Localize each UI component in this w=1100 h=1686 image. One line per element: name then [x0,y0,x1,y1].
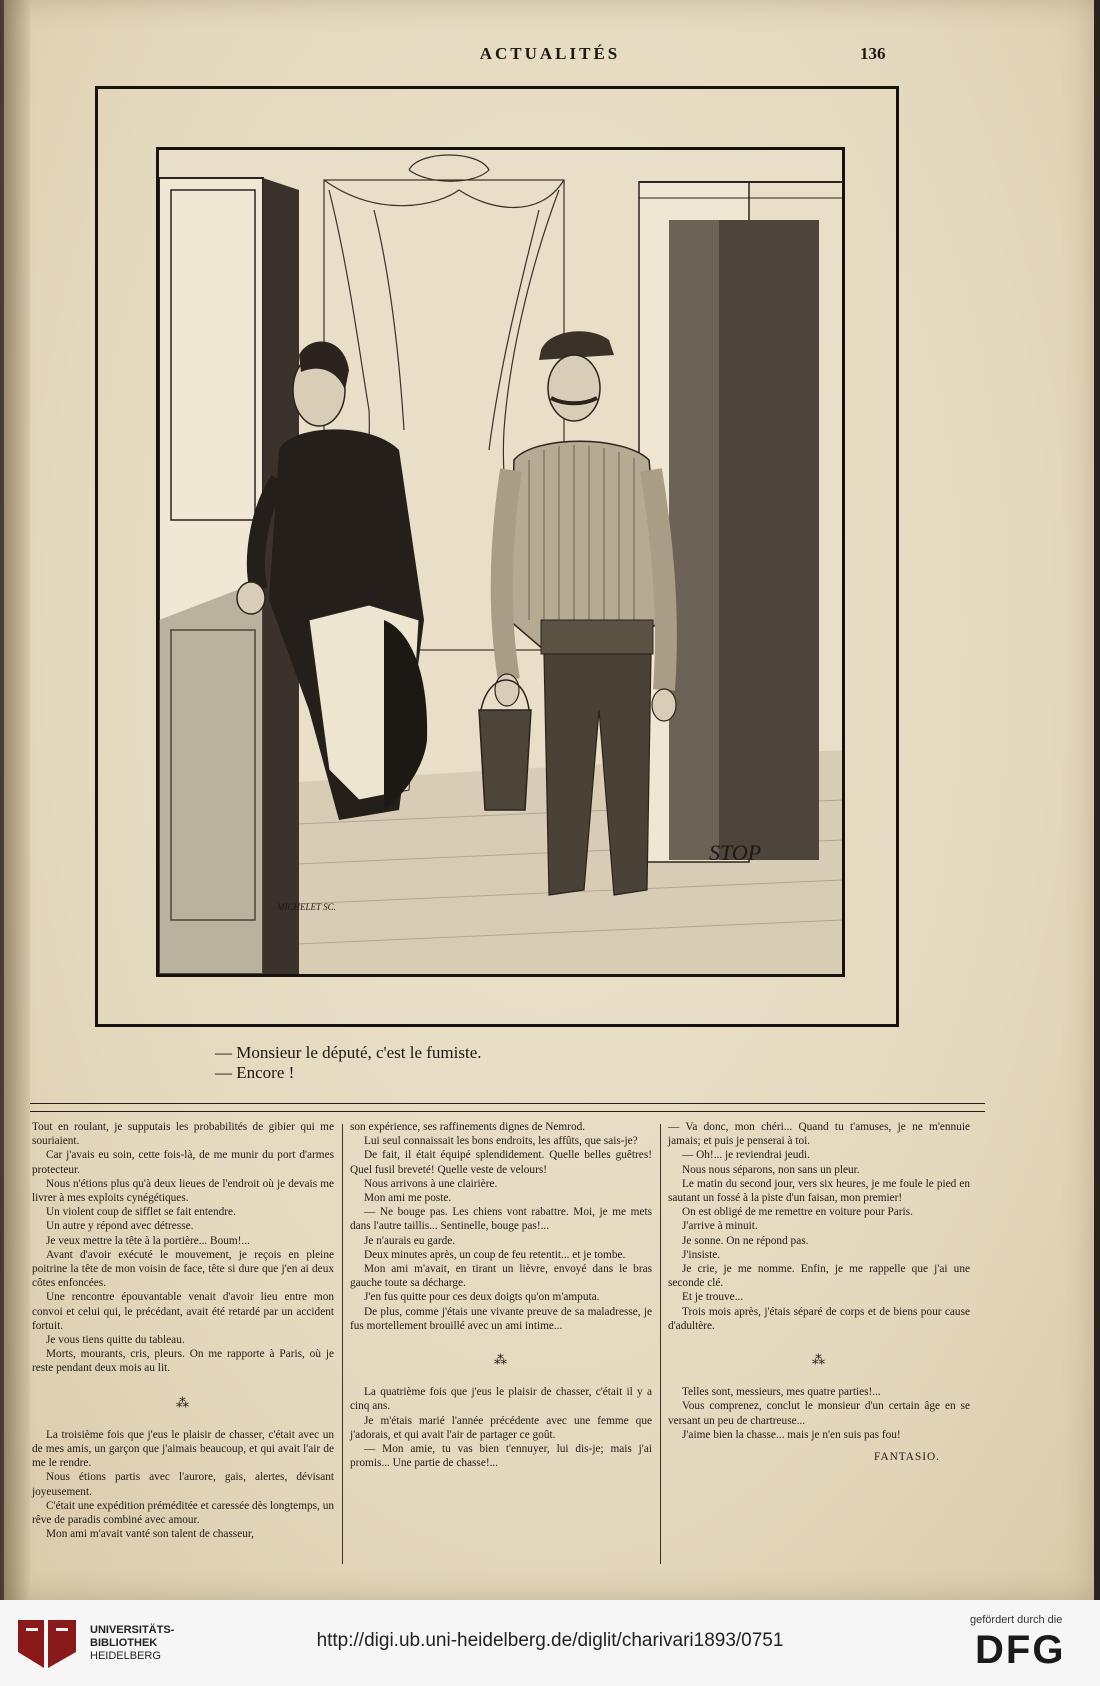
caption-line-2: — Encore ! [215,1063,295,1082]
paragraph: Et je trouve... [682,1291,744,1304]
paragraph: J'insiste. [682,1248,721,1261]
column-3 [668,1120,970,1464]
paragraph: Je veux mettre la tête à la portière... Boum!... [46,1234,250,1247]
engraver-signature: MICHELET SC. [277,902,336,912]
paragraph: Nous arrivons à une clairière. [364,1177,498,1190]
artist-signature: STOP [709,840,762,865]
paragraph: De plus, comme j'étais une vivante preuve de sa maladresse, je fus mortellement brouillé avec un ami intime... [350,1305,652,1332]
paragraph: — Va donc, mon chéri... Quand tu t'amuses, je ne m'ennuie jamais; et puis je penserai à toi. [668,1121,970,1148]
paragraph: La troisième fois que j'eus le plaisir de chasser, c'était avec un de mes amis, un garçon que j'aimais beaucoup, et qui avait l'air de me le rendre. [32,1428,334,1470]
paragraph: Une rencontre épouvantable venait d'avoir lieu entre mon convoi et celui qui, le précédant, avait été retardé par un accident fortuit. [32,1291,334,1332]
running-title: ACTUALITÉS [479,44,621,63]
paragraph: Tout en roulant, je supputais les probabilités de gibier qui me souriaient. [32,1121,334,1148]
paragraph: J'en fus quitte pour ces deux doigts qu'on m'amputa. [364,1291,600,1304]
top-rule-2 [30,1111,985,1112]
funding-label: gefördert durch die [970,1614,1063,1626]
paragraph: Telles sont, messieurs, mes quatre parties!... [682,1386,881,1399]
paragraph: Je sonne. On ne répond pas. [682,1234,809,1247]
illustration-drawing [159,150,842,974]
paragraph: Vous comprenez, conclut le monsieur d'un certain âge en se versant un peu de chartreuse... [668,1400,970,1427]
section-break: ⁂ [494,1352,508,1368]
paragraph: — Ne bouge pas. Les chiens vont rabattre. Moi, je me mets dans l'autre taillis... Sentinelle, bouge pas!... [350,1206,652,1233]
paragraph: De fait, il était équipé splendidement. Quelle belles guêtres! Quel fusil breveté! Quelle veste de velours! [350,1149,652,1176]
paragraph: Morts, mourants, cris, pleurs. On me rapporte à Paris, où je reste pendant deux mois au lit. [32,1348,334,1375]
column-1 [32,1120,334,1541]
paragraph: Je vous tiens quitte du tableau. [46,1334,185,1347]
section-break: ⁂ [176,1394,190,1410]
permalink-url[interactable]: http://digi.ub.uni-heidelberg.de/diglit/charivari1893/0751 [316,1630,784,1651]
paragraph: Un autre y répond avec détresse. [46,1220,194,1233]
section-break: ⁂ [812,1352,826,1368]
paragraph: Je crie, je me nomme. Enfin, je me rappelle que j'ai une seconde clé. [668,1263,970,1290]
paragraph: Nous nous séparons, non sans un pleur. [682,1163,860,1176]
paragraph: Mon ami m'avait vanté son talent de chasseur, [46,1528,255,1541]
caption-line-1: — Monsieur le député, c'est le fumiste. [215,1043,482,1062]
paragraph: Car j'avais eu soin, cette fois-là, de me munir du port d'armes protecteur. [32,1149,334,1176]
paragraph: — Mon amie, tu vas bien t'ennuyer, lui dis-je; mais j'ai promis... Une partie de chasse!... [350,1443,652,1470]
dfg-logo: DFG [975,1628,1066,1672]
paragraph: J'aime bien la chasse... mais je n'en suis pas fou! [682,1428,901,1441]
illustration [156,147,845,977]
illustration-caption [215,1043,482,1083]
paragraph: Je m'étais marié l'année précédente avec une femme que j'adorais, et qui avait l'air de partager ce goût. [350,1414,652,1441]
digitization-footer [0,1600,1100,1686]
paragraph: Lui seul connaissait les bons endroits, les affûts, que sais-je? [364,1135,638,1148]
column-2 [350,1120,652,1470]
paragraph: Le matin du second jour, vers six heures, je me foule le pied en sautant un fossé à la piste d'un faisan, mon premier! [668,1177,970,1205]
paragraph: J'arrive à minuit. [682,1220,758,1233]
paragraph: C'était une expédition préméditée et caressée dès longtemps, un rêve de paradis combiné avec amour. [32,1499,334,1527]
binding-spine [0,0,30,1600]
paragraph: Un violent coup de sifflet se fait entendre. [46,1206,236,1219]
paragraph: Nous n'étions plus qu'à deux lieues de l'endroit où je devais me livrer à mes exploits cynégétiques. [32,1177,334,1205]
paragraph: Trois mois après, j'étais séparé de corps et de biens pour cause d'adultère. [668,1305,970,1332]
column-separator [660,1124,661,1564]
paragraph: Nous étions partis avec l'aurore, gais, alertes, dévisant joyeusement. [32,1471,334,1498]
page-number: 136 [860,44,886,63]
top-rule [30,1103,985,1104]
column-separator [342,1124,343,1564]
author-signature: FANTASIO. [874,1451,940,1464]
paragraph: Deux minutes après, un coup de feu retentit... et je tombe. [364,1248,626,1261]
paragraph: — Oh!... je reviendrai jeudi. [682,1149,810,1162]
paragraph: Avant d'avoir exécuté le mouvement, je reçois en pleine poitrine la tête de mon voisin de face, tête si dure que j'en ai deux côtes enfoncées. [32,1248,334,1290]
paragraph: son expérience, ses raffinements dignes de Nemrod. [350,1121,586,1133]
paragraph: Je n'aurais eu garde. [364,1234,456,1247]
paragraph: La quatrième fois que j'eus le plaisir de chasser, c'était il y a cinq ans. [350,1386,652,1413]
institution-name: UNIVERSITÄTS- BIBLIOTHEK HEIDELBERG [90,1624,175,1662]
paragraph: Mon ami m'avait, en tirant un lièvre, envoyé dans le bras gauche toute sa décharge. [350,1263,652,1290]
article-columns [32,1120,987,1560]
paragraph: Mon ami me poste. [364,1192,452,1205]
paragraph: On est obligé de me remettre en voiture pour Paris. [682,1206,913,1219]
